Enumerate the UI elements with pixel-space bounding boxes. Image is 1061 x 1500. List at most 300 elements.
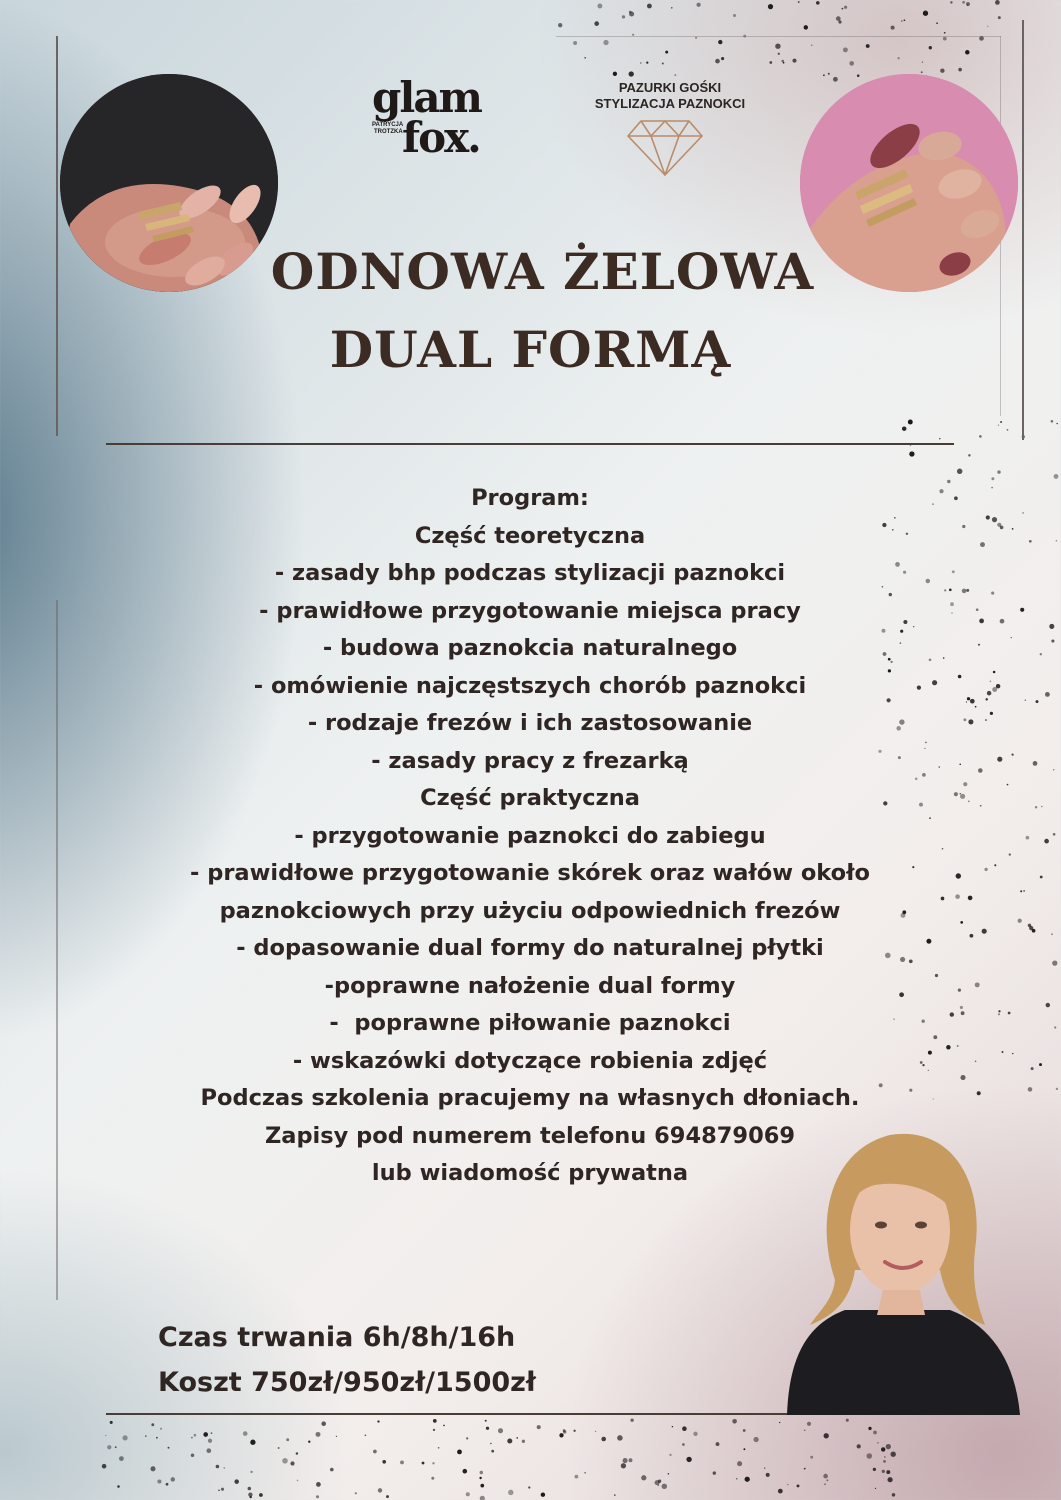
ink-dot (1000, 619, 1005, 624)
ink-dot (145, 1435, 147, 1437)
ink-dot (846, 1419, 849, 1422)
ink-dot (508, 1490, 513, 1495)
ink-dot (929, 46, 932, 49)
ink-dot (737, 1461, 742, 1466)
ink-dot (778, 53, 780, 55)
ink-dot (485, 1420, 487, 1422)
ink-dot (686, 1457, 691, 1462)
program-section-practice: Część praktyczna (420, 785, 640, 811)
ink-dot (286, 1438, 289, 1441)
ink-dot (1012, 528, 1014, 530)
ink-dot (1018, 919, 1022, 923)
ink-dot (892, 1493, 895, 1496)
title-divider (106, 443, 954, 445)
ink-dot (781, 60, 784, 63)
ink-dot (157, 1479, 161, 1483)
ink-dot (807, 1422, 811, 1426)
ink-dot (998, 1013, 1000, 1015)
ink-dot (1056, 1088, 1058, 1090)
ink-dot (736, 1478, 737, 1479)
ink-dot (191, 1437, 193, 1439)
ink-dot (522, 1440, 525, 1443)
ink-dot (909, 451, 914, 456)
ink-dot (891, 26, 895, 30)
ink-dot (336, 1436, 337, 1437)
ink-dot (1026, 836, 1030, 840)
ink-dot (987, 691, 992, 696)
ink-dot (787, 1484, 789, 1486)
ink-dot (804, 1468, 806, 1470)
ink-dot (541, 1492, 545, 1496)
ink-dot (904, 19, 906, 21)
ink-dot (798, 1, 800, 3)
ink-dot (597, 4, 602, 9)
ink-dot (1020, 608, 1024, 612)
ink-dot (119, 1456, 124, 1461)
ink-dot (908, 420, 913, 425)
ink-dot (804, 1429, 806, 1431)
ink-dot (980, 805, 982, 807)
ink-dot (282, 1458, 288, 1464)
course-cost: Koszt 750zł/950zł/1500zł (158, 1367, 536, 1398)
ink-dot (849, 61, 854, 66)
ink-dot (629, 71, 634, 76)
ink-dot (902, 426, 906, 430)
ink-dot (206, 1448, 211, 1453)
ink-dot (672, 1426, 673, 1427)
ink-dot (950, 1, 952, 3)
brand-tagline: STYLIZACJA PAZNOKCI (594, 96, 746, 111)
program-item: - omówienie najczęstszych chorób paznokci (253, 672, 807, 699)
ink-dot (966, 2, 970, 6)
page-title-line1: ODNOWA ŻELOWA (270, 242, 815, 301)
ink-dot (655, 1480, 660, 1485)
program-item: - wskazówki dotyczące robienia zdjęć (292, 1047, 768, 1074)
ink-dot (150, 1466, 155, 1471)
ink-dot (243, 1431, 248, 1436)
ink-dot (1028, 1087, 1033, 1092)
program-item: - budowa paznokcia naturalnego (322, 635, 738, 661)
ink-dot (422, 1462, 425, 1465)
ink-dot (1051, 420, 1054, 423)
ink-dot (987, 26, 988, 27)
ink-dot (882, 1470, 885, 1473)
ink-dot (1054, 1026, 1056, 1028)
ink-dot (990, 712, 993, 715)
program-item: paznokciowych przy użyciu odpowiednich frezów (219, 897, 841, 924)
ink-dot (1007, 429, 1009, 431)
ink-dot (804, 25, 808, 29)
ink-dot (191, 1453, 195, 1457)
ink-dot (897, 57, 899, 59)
ink-dot (997, 470, 1000, 473)
ink-dot (970, 699, 975, 704)
signup-message: lub wiadomość prywatna (371, 1160, 689, 1186)
ink-dot (102, 1464, 107, 1469)
ink-dot (1001, 1051, 1003, 1053)
ink-dot (621, 1463, 626, 1468)
ink-dot (1011, 637, 1012, 638)
ink-dot (921, 71, 923, 73)
ink-dot (480, 1496, 485, 1500)
ink-dot (490, 1443, 491, 1444)
ink-dot (901, 20, 903, 22)
program-note: Podczas szkolenia pracujemy na własnych dłoniach. (200, 1085, 860, 1111)
program-item: - zasady pracy z frezarką (371, 747, 689, 774)
ink-dot (992, 687, 997, 692)
ink-dot (797, 1484, 800, 1487)
ink-dot (1053, 769, 1054, 770)
logo-small-line2: TROTZKA (374, 129, 403, 135)
ink-dot (433, 1419, 437, 1423)
ink-dot (1011, 753, 1013, 755)
ink-dot (250, 1471, 252, 1473)
ink-dot (960, 1075, 965, 1080)
ink-dot (573, 41, 577, 45)
ink-dot (998, 1010, 1000, 1012)
ink-dot (377, 1420, 379, 1422)
ink-dot (823, 74, 825, 76)
ink-dot (516, 1437, 518, 1439)
ink-dot (669, 1454, 671, 1456)
ink-dot (290, 1461, 294, 1465)
ink-dot (443, 1425, 445, 1427)
ink-dot (998, 425, 999, 426)
ink-dot (982, 929, 987, 934)
ink-dot (1009, 853, 1011, 855)
ink-dot (743, 1448, 745, 1450)
ink-dot (922, 62, 923, 63)
program-list (100, 480, 960, 1193)
ink-dot (1022, 512, 1024, 514)
ink-dot (957, 469, 962, 474)
ink-dot (1056, 540, 1058, 542)
ink-dot (575, 1475, 579, 1479)
ink-dot (842, 8, 844, 10)
ink-dot (1041, 806, 1043, 808)
ink-dot (985, 719, 987, 721)
ink-dot (838, 20, 841, 23)
ink-dot (968, 454, 970, 456)
ink-dot (1039, 1063, 1042, 1066)
ink-dot (886, 1470, 890, 1474)
ink-dot (960, 794, 965, 799)
ink-dot (824, 1433, 829, 1438)
ink-dot (826, 1479, 828, 1481)
ink-dot (995, 0, 1000, 5)
ink-dot (975, 1061, 977, 1063)
ink-dot (811, 45, 812, 46)
ink-dot (944, 32, 946, 34)
ink-dot (1051, 933, 1053, 935)
ink-dot (117, 1485, 120, 1488)
program-item: - poprawne piłowanie paznokci (329, 1010, 731, 1036)
ink-dot (308, 1441, 310, 1443)
ink-dot (866, 44, 870, 48)
ink-dot (662, 63, 664, 65)
ink-dot (867, 1453, 873, 1459)
ink-dot (961, 1011, 965, 1015)
ink-dot (1036, 700, 1039, 703)
program-item: - rodzaje frezów i ich zastosowanie (307, 710, 753, 736)
ink-dot (1052, 960, 1057, 965)
ink-dot (438, 1447, 440, 1449)
ink-dot (355, 1492, 357, 1494)
ink-dot (647, 4, 652, 9)
ink-dot (1012, 1053, 1013, 1054)
ink-dot (563, 1429, 566, 1432)
ink-dot (584, 57, 586, 59)
ink-dot (966, 701, 967, 702)
ink-dot (883, 1460, 886, 1463)
program-item: - prawidłowe przygotowanie skórek oraz wałów około (190, 860, 870, 886)
ink-dot (991, 592, 994, 595)
ink-dot (528, 1486, 530, 1488)
ink-dot (963, 718, 966, 721)
ink-dot (218, 1489, 220, 1491)
ink-dot (1044, 839, 1049, 844)
logo-small-line1: PATRYCJA (372, 122, 404, 128)
ink-dot (151, 1423, 154, 1426)
ink-dot (107, 1445, 111, 1449)
ink-dot (234, 1479, 239, 1484)
ink-dot (962, 589, 967, 594)
ink-dot (868, 1427, 871, 1430)
ink-dot (278, 1447, 280, 1449)
ink-dot (732, 1419, 737, 1424)
ink-dot (979, 619, 984, 624)
program-item: - przygotowanie paznokci do zabiegu (294, 822, 766, 849)
ink-dot (595, 1431, 596, 1432)
ink-dot (1000, 421, 1002, 423)
ink-dot (171, 1477, 175, 1481)
ink-dot (457, 1450, 462, 1455)
ink-dot (646, 61, 648, 63)
ink-dot (373, 1450, 377, 1454)
ink-dot (480, 1471, 483, 1474)
ink-dot (977, 1091, 981, 1095)
ink-dot (962, 525, 965, 528)
ink-dot (887, 1477, 892, 1482)
ink-dot (745, 1477, 750, 1482)
ink-dot (622, 15, 625, 18)
ink-dot (884, 1456, 885, 1457)
ink-dot (674, 74, 676, 76)
course-duration: Czas trwania 6h/8h/16h (158, 1322, 516, 1353)
ink-dot (1046, 1003, 1050, 1007)
ink-dot (968, 896, 973, 901)
ink-dot (768, 4, 773, 9)
ink-dot (828, 73, 830, 75)
ink-dot (614, 1494, 616, 1496)
ink-dot (1020, 890, 1022, 892)
ink-dot (960, 1006, 963, 1009)
ink-dot (662, 1484, 667, 1489)
ink-dot (507, 1438, 512, 1443)
ink-dot (991, 487, 993, 489)
ink-dot (115, 1446, 117, 1448)
ink-dot (1049, 624, 1054, 629)
ink-dot (769, 61, 772, 64)
ink-dot (584, 1472, 586, 1474)
ink-dot (601, 1437, 606, 1442)
ink-dot (330, 1468, 334, 1472)
program-heading: Program: (471, 485, 589, 511)
ink-dot (221, 1488, 224, 1491)
ink-dot (316, 1482, 321, 1487)
ink-dot (433, 1429, 435, 1431)
ink-dot (970, 934, 974, 938)
ink-dot (573, 1430, 575, 1432)
ink-dot (1053, 833, 1056, 836)
ink-dot (978, 644, 980, 646)
ink-dot (1025, 699, 1027, 701)
signup-phone: Zapisy pod numerem telefonu 694879069 (264, 1122, 796, 1149)
ink-dot (208, 1439, 212, 1443)
ink-dot (156, 1437, 158, 1439)
program-item: - prawidłowe przygotowanie miejsca pracy (259, 597, 801, 624)
ink-dot (558, 23, 562, 27)
ink-dot (671, 7, 672, 8)
ink-dot (940, 69, 944, 73)
ink-dot (886, 1444, 891, 1449)
instructor-portrait (775, 1110, 1020, 1415)
ink-dot (640, 62, 641, 63)
ink-dot (386, 1495, 389, 1498)
ink-dot (824, 1483, 826, 1485)
ink-dot (400, 1460, 404, 1464)
ink-dot (875, 1488, 876, 1489)
ink-dot (923, 11, 928, 16)
page-title-line2: DUAL FORMĄ (329, 320, 732, 379)
ink-dot (432, 1462, 434, 1464)
ink-dot (1040, 876, 1043, 879)
logo-word-bottom: fox. (402, 113, 480, 162)
ink-dot (559, 1433, 563, 1437)
ink-dot (479, 1477, 481, 1479)
ink-dot (537, 1425, 541, 1429)
ink-dot (891, 1452, 896, 1457)
ink-dot (594, 21, 599, 26)
ink-dot (778, 1489, 783, 1494)
ink-dot (958, 68, 962, 72)
program-section-theory: Część teoretyczna (414, 522, 646, 549)
ink-dot (316, 1495, 319, 1498)
ink-dot (316, 1432, 321, 1437)
ink-dot (297, 1480, 299, 1482)
ink-dot (967, 697, 970, 700)
ink-dot (665, 51, 668, 54)
logo-word-top: glam (372, 73, 481, 122)
ink-dot (105, 1435, 106, 1436)
ink-dot (823, 1474, 828, 1479)
frame-line-left-bottom (56, 600, 58, 1300)
ink-dot (321, 1421, 326, 1426)
ink-dot (216, 1465, 220, 1469)
ink-dot (166, 1483, 169, 1486)
ink-dot (985, 698, 987, 700)
ink-dot (1056, 423, 1058, 425)
ink-dot (976, 608, 979, 611)
ink-dot (1035, 806, 1037, 808)
ink-dot (486, 1427, 489, 1430)
ink-dot (810, 1456, 813, 1459)
ink-dot (997, 757, 1002, 762)
ink-dot (466, 1492, 470, 1496)
ink-dot (968, 800, 970, 802)
ink-dot (975, 982, 980, 987)
ink-dot (1054, 474, 1059, 479)
ink-dot (996, 684, 1001, 689)
ink-dot (1029, 926, 1033, 930)
ink-dot (382, 1460, 386, 1464)
ink-dot (991, 477, 994, 480)
ink-dot (365, 1434, 367, 1436)
ink-dot (993, 671, 996, 674)
ink-dot (466, 1437, 468, 1439)
frame-line-top-right (556, 36, 1001, 37)
ink-dot (629, 11, 634, 16)
ink-dot (696, 3, 700, 7)
ink-dot (223, 1467, 225, 1469)
ink-dot (873, 1431, 877, 1435)
ink-dot (491, 1450, 494, 1453)
ink-dot (877, 1442, 879, 1444)
ink-dot (1051, 639, 1054, 642)
ink-dot (122, 1435, 127, 1440)
ink-dot (1029, 540, 1032, 543)
ink-dot (641, 1475, 646, 1480)
ink-dot (857, 74, 860, 77)
ink-dot (881, 1447, 885, 1451)
ink-dot (682, 1426, 687, 1431)
ink-dot (211, 1432, 213, 1434)
ink-dot (623, 1458, 628, 1463)
ink-dot (693, 1432, 697, 1436)
ink-dot (462, 1469, 467, 1474)
ink-dot (695, 37, 697, 39)
program-item: - dopasowanie dual formy do naturalnej płytki (236, 935, 824, 961)
ink-dot (986, 515, 990, 519)
ink-dot (259, 1493, 263, 1497)
ink-dot (764, 1467, 765, 1468)
ink-dot (843, 47, 848, 52)
ink-dot (816, 1, 820, 5)
ink-dot (963, 782, 967, 786)
ink-dot (779, 1422, 780, 1423)
ink-dot (296, 1452, 299, 1455)
ink-dot (998, 16, 1001, 19)
ink-dot (975, 706, 977, 708)
ink-dot (498, 1428, 503, 1433)
ink-dot (979, 435, 982, 438)
brand-name: PAZURKI GOŚKI (618, 80, 722, 95)
ink-dot (718, 40, 722, 44)
ink-dot (775, 43, 780, 48)
program-item: -poprawne nałożenie dual formy (324, 972, 736, 999)
ink-dot (990, 681, 992, 683)
glam-fox-logo (370, 73, 490, 162)
ink-dot (936, 22, 938, 24)
ink-dot (194, 1434, 197, 1437)
ink-dot (716, 1442, 720, 1446)
ink-dot (968, 719, 973, 724)
ink-dot (836, 16, 841, 21)
ink-dot (203, 1432, 208, 1437)
ink-dot (833, 77, 838, 82)
ink-dot (160, 1428, 162, 1430)
ink-dot (766, 1473, 770, 1477)
